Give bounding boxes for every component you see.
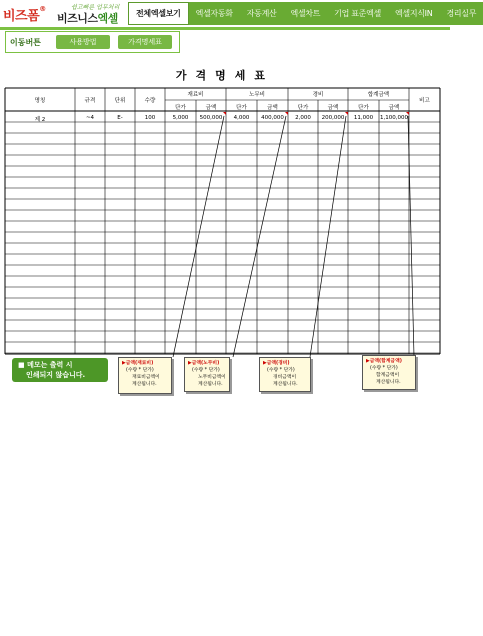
header-spec: 규격	[84, 98, 96, 104]
note-line-2: 노무비금액이	[198, 375, 226, 380]
nav-label: 이동버튼	[10, 38, 41, 47]
header-labor-unit-price: 단가	[236, 105, 247, 111]
note-line-1: (수량 * 단가)	[370, 366, 398, 371]
cell-qty[interactable]: 100	[144, 115, 156, 121]
menu-item-excel-knowledge[interactable]: 엑셀지식IN	[388, 2, 439, 25]
header-name: 명칭	[34, 98, 46, 104]
menu-item-all-excel[interactable]: 전체엑셀보기	[128, 2, 189, 25]
menu-item-excel-automation[interactable]: 엑셀자동화	[189, 2, 240, 25]
note-line-2: 재료비금액이	[132, 375, 160, 380]
header-material-amount: 금액	[205, 105, 217, 111]
menu-item-standard-excel[interactable]: 기업 표준엑셀	[327, 2, 388, 25]
note-title: ▶금액(재료비)	[122, 361, 154, 366]
price-statement-button[interactable]: 가격명세표	[118, 35, 172, 49]
cell-total-amount[interactable]: 1,100,000	[380, 115, 408, 121]
cell-unit[interactable]: E-	[117, 115, 123, 121]
note-line-3: 계산됩니다.	[132, 382, 157, 387]
note-title: ▶금액(합계금액)	[366, 359, 402, 364]
comment-note-expense	[259, 357, 311, 392]
cell-material-amount[interactable]: 500,000	[199, 115, 223, 121]
header-total-unit-price: 단가	[358, 105, 369, 111]
registered-mark: ®	[39, 5, 46, 13]
memo-text-1: 메모는 출력 시	[27, 361, 73, 369]
memo-line-1: ■ 메모는 출력 시	[18, 361, 73, 369]
header-material-unit-price: 단가	[175, 105, 186, 111]
note-title: ▶금액(노무비)	[188, 361, 220, 366]
cell-expense-amount[interactable]: 200,000	[321, 115, 345, 121]
note-line-3: 계산됩니다.	[376, 380, 401, 385]
logo-text: 비즈폼	[3, 9, 40, 24]
header-total: 합계금액	[367, 92, 390, 98]
header-expense-unit-price: 단가	[297, 105, 309, 111]
comment-note-total	[362, 355, 416, 390]
header-material: 재료비	[187, 92, 204, 98]
cell-name[interactable]: 제 2	[34, 117, 46, 123]
cell-expense-unit-price[interactable]: 2,000	[295, 115, 311, 121]
header-unit: 단위	[114, 98, 126, 104]
header-labor: 노무비	[249, 92, 265, 98]
menu-item-auto-calc[interactable]: 자동계산	[240, 2, 284, 25]
memo-banner	[12, 358, 108, 382]
cell-labor-amount[interactable]: 400,000	[261, 115, 284, 121]
cell-total-unit-price[interactable]: 11,000	[353, 115, 374, 121]
note-line-1: (수량 * 단가)	[192, 368, 220, 373]
comment-note-labor	[184, 357, 230, 392]
note-line-3: 계산됩니다.	[273, 382, 298, 387]
note-line-1: (수량 * 단가)	[267, 368, 295, 373]
menu-item-excel-chart[interactable]: 엑셀차트	[283, 2, 327, 25]
document-title: 가격명세표	[175, 69, 275, 82]
header-expense-amount: 금액	[327, 105, 339, 111]
header-total-amount: 금액	[388, 105, 400, 111]
cell-material-unit-price[interactable]: 5,000	[172, 115, 189, 121]
note-line-2: 경비금액이	[273, 375, 297, 380]
cell-spec[interactable]: ~4	[85, 115, 95, 121]
logo-tagline: 쉽고빠른 업무처리	[71, 4, 120, 11]
logo-sub-prefix: 비즈니스	[57, 12, 98, 25]
comment-note-material	[118, 357, 172, 394]
header-labor-amount: 금액	[267, 105, 278, 111]
memo-line-2: 인쇄되지 않습니다.	[26, 371, 86, 379]
note-line-2: 합계금액이	[376, 373, 400, 378]
header-qty: 수량	[144, 98, 156, 104]
menu-item-accounting[interactable]: 경리실무	[439, 2, 483, 25]
cell-labor-unit-price[interactable]: 4,000	[233, 115, 250, 121]
note-line-1: (수량 * 단가)	[126, 368, 154, 373]
usage-guide-button[interactable]: 사용방법	[56, 35, 110, 49]
logo-sub-suffix: 엑셀	[97, 12, 118, 25]
note-line-3: 계산됩니다.	[198, 382, 223, 387]
header-expense: 경비	[312, 92, 324, 98]
header-note: 비고	[419, 98, 430, 104]
note-title: ▶금액(경비)	[263, 361, 290, 366]
